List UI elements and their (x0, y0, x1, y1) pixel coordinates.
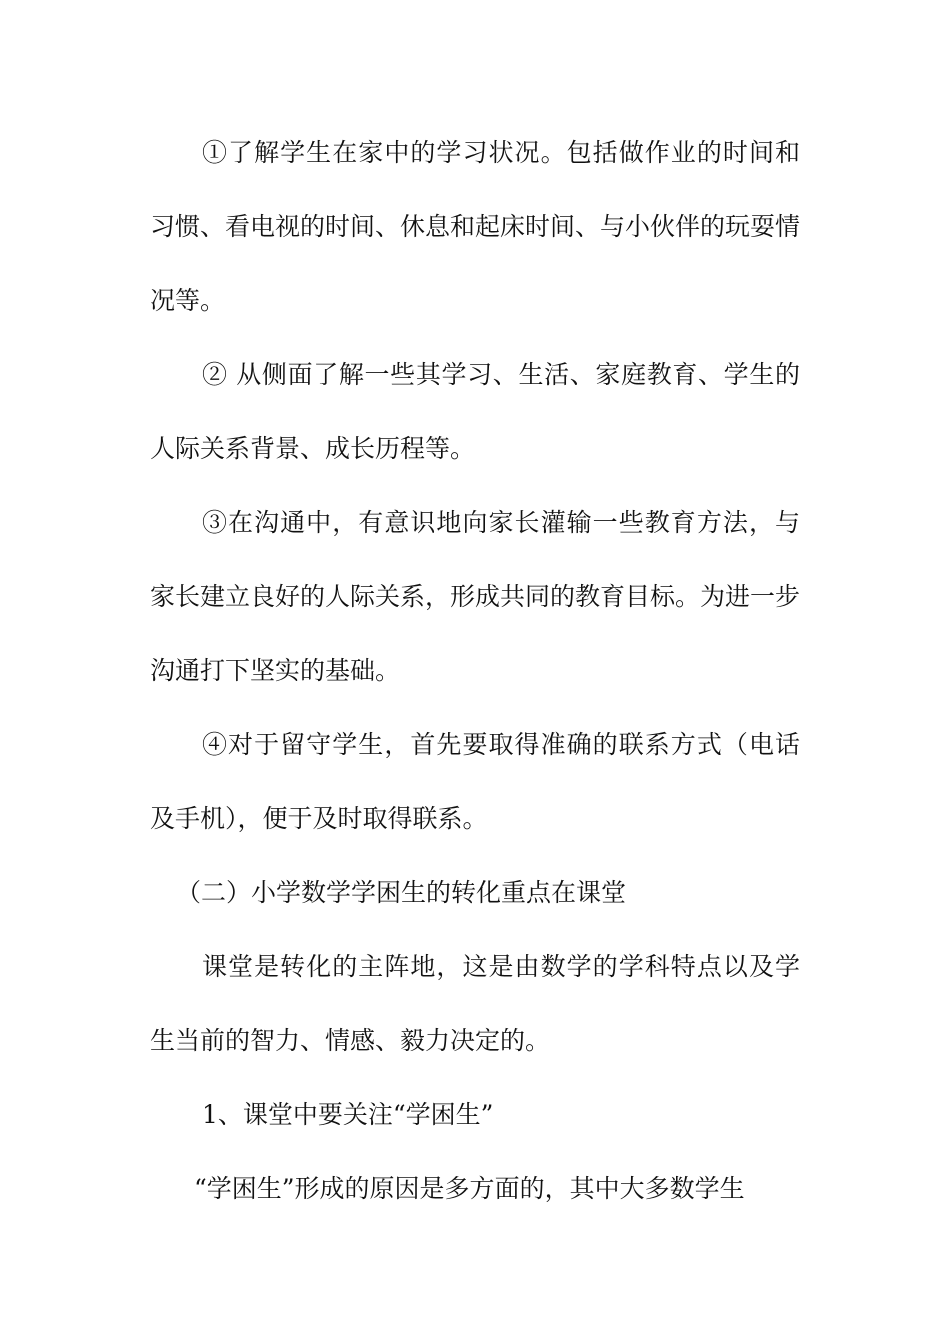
paragraph-home-study: ①了解学生在家中的学习状况。包括做作业的时间和习惯、看电视的时间、休息和起床时间、与小伙伴的玩耍情况等。 (150, 138, 801, 315)
paragraph-classroom-main: 课堂是转化的主阵地，这是由数学的学科特点以及学生当前的智力、情感、毅力决定的。 (150, 952, 800, 1055)
paragraph-left-behind-students: ④对于留守学生，首先要取得准确的联系方式（电话及手机），便于及时取得联系。 (150, 730, 800, 833)
subheading-focus-struggling: 1、课堂中要关注“学困生” (202, 1100, 494, 1129)
section-heading-classroom: （二）小学数学学困生的转化重点在课堂 (176, 878, 627, 907)
paragraph-causes: “学困生”形成的原因是多方面的，其中大多数学生 (194, 1174, 745, 1203)
paragraph-communication: ③在沟通中，有意识地向家长灌输一些教育方法，与家长建立良好的人际关系，形成共同的教育目标。为进一步沟通打下坚实的基础。 (150, 508, 801, 685)
paragraph-side-understanding: ② 从侧面了解一些其学习、生活、家庭教育、学生的人际关系背景、成长历程等。 (150, 360, 800, 463)
